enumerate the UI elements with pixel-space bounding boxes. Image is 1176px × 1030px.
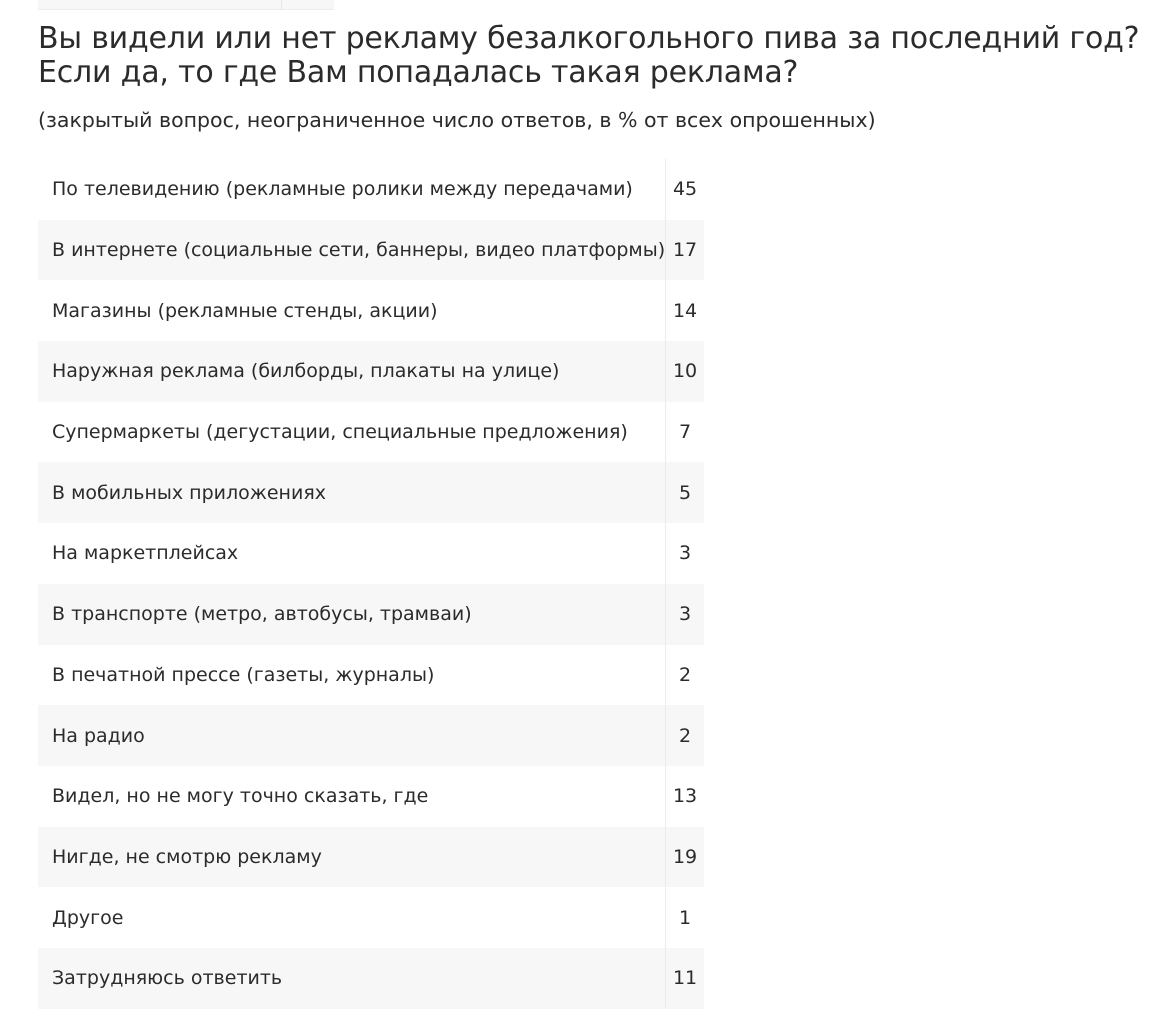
table-row (38, 462, 704, 523)
answer-percent: 10 (672, 360, 698, 383)
answer-label: По телевидению (рекламные ролики между передачами) (38, 159, 666, 220)
answer-label: Наружная реклама (билборды, плакаты на улице) (38, 341, 666, 402)
answer-label: Видел, но не могу точно сказать, где (38, 766, 666, 827)
answer-label: Супермаркеты (дегустации, специальные предложения) (38, 402, 666, 463)
answer-label: Затрудняюсь ответить (38, 948, 666, 1009)
table-row (38, 220, 704, 281)
results-table-body (38, 159, 704, 1009)
answer-percent: 2 (679, 724, 692, 747)
answer-percent: 2 (679, 663, 692, 686)
previous-table-fragment (38, 0, 334, 10)
table-row (38, 584, 704, 645)
answer-percent: 17 (672, 239, 698, 262)
table-row (38, 341, 704, 402)
answer-label: Другое (38, 887, 666, 948)
answer-label: Магазины (рекламные стенды, акции) (38, 280, 666, 341)
previous-table-divider (281, 0, 282, 9)
table-row (38, 523, 704, 584)
answer-percent: 5 (679, 481, 692, 504)
answer-percent: 11 (672, 967, 698, 990)
table-row (38, 645, 704, 706)
answer-label: В печатной прессе (газеты, журналы) (38, 645, 666, 706)
table-row (38, 948, 704, 1009)
answer-percent: 45 (672, 178, 698, 201)
table-row (38, 159, 704, 220)
answer-percent: 7 (679, 421, 692, 444)
table-row (38, 827, 704, 888)
answer-percent: 14 (672, 299, 698, 322)
table-row (38, 887, 704, 948)
question-subtitle: (закрытый вопрос, неограниченное число ответов, в % от всех опрошенных) (38, 108, 876, 132)
answer-label: В транспорте (метро, автобусы, трамваи) (38, 584, 666, 645)
answer-label: Нигде, не смотрю рекламу (38, 827, 666, 888)
table-row (38, 705, 704, 766)
answer-percent: 1 (679, 906, 692, 929)
results-table (38, 159, 704, 1009)
answer-label: На радио (38, 705, 666, 766)
answer-percent: 13 (672, 785, 698, 808)
answer-percent: 19 (672, 845, 698, 868)
answer-percent: 3 (679, 542, 692, 565)
answer-percent: 3 (679, 603, 692, 626)
table-row (38, 280, 704, 341)
answer-label: На маркетплейсах (38, 523, 666, 584)
question-heading: Вы видели или нет рекламу безалкогольного пива за последний год? Если да, то где Вам попадалась такая реклама? (38, 21, 1140, 90)
table-row (38, 766, 704, 827)
table-row (38, 402, 704, 463)
answer-label: В мобильных приложениях (38, 462, 666, 523)
answer-label: В интернете (социальные сети, баннеры, видео платформы) (38, 220, 666, 281)
